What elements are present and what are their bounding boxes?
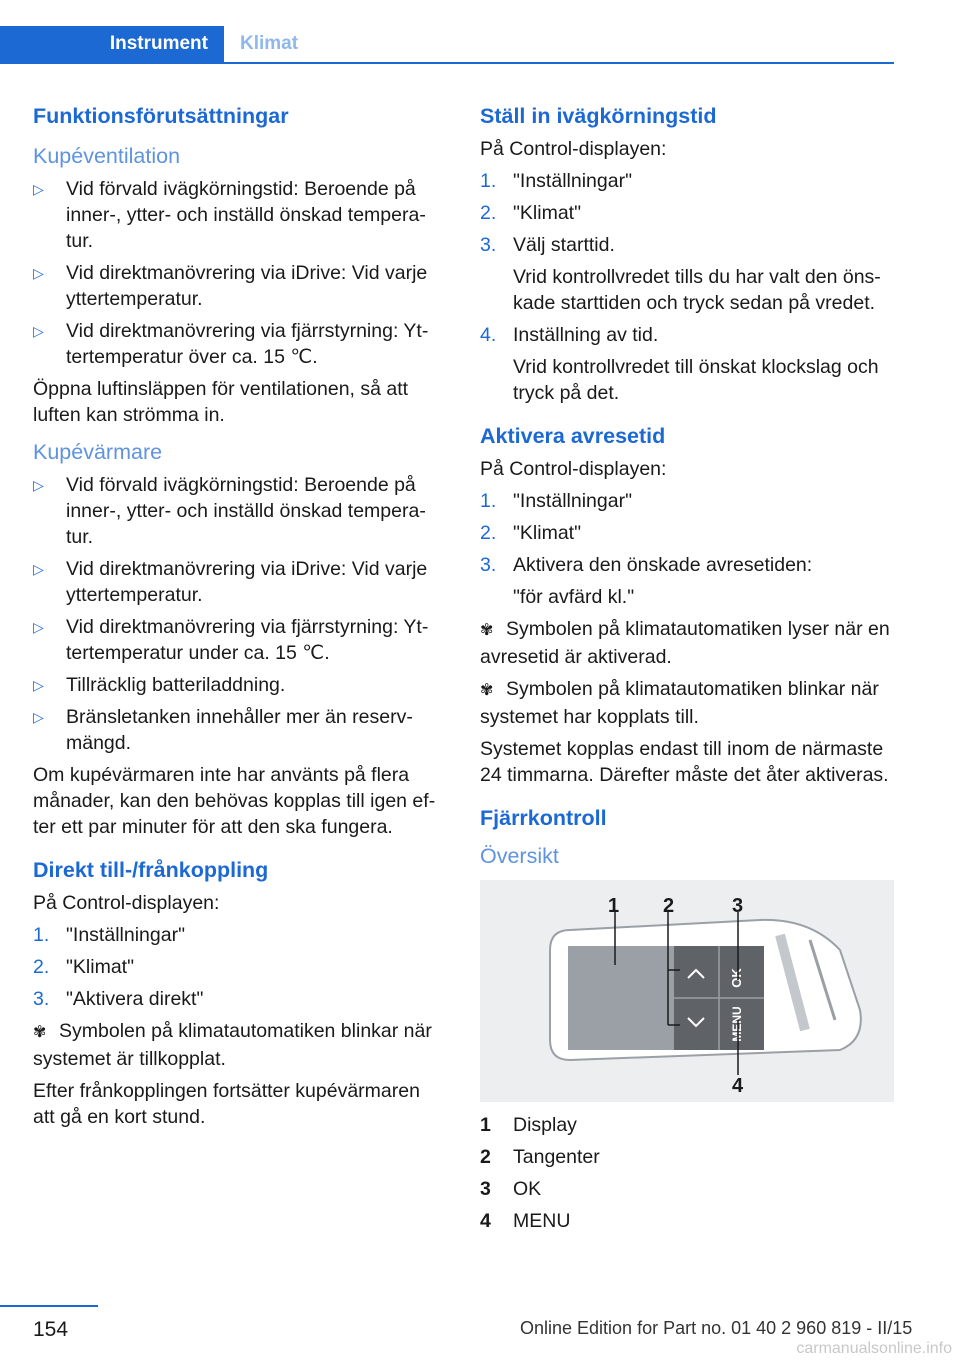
section-title: Funktionsförutsättningar (33, 104, 289, 128)
triangle-bullet-icon: ▷ (33, 677, 44, 693)
paragraph: Om kupévärmaren inte har använts på flera månader, kan den behövas kopplas till igen efter ett par minuter för att den ska fungera. (33, 764, 436, 838)
fan-icon: ✾ (33, 1024, 47, 1041)
footer-rule (0, 1305, 98, 1307)
paragraph: På Control-displayen: (480, 138, 667, 160)
callout-2: 2 (663, 895, 675, 917)
heading-aktivera: Aktivera avresetid (480, 424, 666, 448)
fan-icon: ✾ (480, 622, 494, 639)
page-number: 154 (33, 1318, 69, 1341)
legend-list (480, 1112, 890, 1234)
bullet-list (33, 176, 443, 370)
triangle-bullet-icon: ▷ (33, 181, 44, 197)
edition-note: Online Edition for Part no. 01 40 2 960 819 - II/15 (520, 1318, 913, 1338)
list-item: 3. Välj starttid. Vrid kontrollvredet tills du har valt den önskade starttiden och tryck sedan på vredet. (480, 234, 881, 314)
watermark: carmanualsonline.info (796, 1340, 952, 1357)
subheading-kupevarmare: Kupévärmare (33, 440, 163, 464)
right-column (480, 100, 890, 1240)
left-column (33, 100, 443, 1136)
list-item: ▷ Vid förvald ivägkörningstid: Beroende på inner-, ytter- och inställd önskad temperatur. (33, 178, 426, 252)
paragraph: På Control-displayen: (33, 892, 220, 914)
triangle-bullet-icon: ▷ (33, 709, 44, 725)
symbol-note: ✾ Symbolen på klimatautomatiken lyser när en avresetid är aktiverad. (480, 618, 890, 668)
list-item: ▷ Vid direktmanövrering via fjärrstyrning: Yttertemperatur under ca. 15 ℃. (33, 616, 429, 664)
fan-icon: ✾ (480, 682, 494, 699)
triangle-bullet-icon: ▷ (33, 619, 44, 635)
heading-direkt: Direkt till-/frånkoppling (33, 858, 269, 882)
bullet-list (33, 472, 443, 756)
list-item: 2. "Klimat" (480, 202, 582, 224)
list-item: 3. "Aktivera direkt" (33, 988, 204, 1010)
heading-fjarrkontroll: Fjärrkontroll (480, 806, 607, 830)
triangle-bullet-icon: ▷ (33, 477, 44, 493)
chapter-tabs (0, 26, 894, 64)
legend-item: 4 MENU (480, 1210, 571, 1232)
triangle-bullet-icon: ▷ (33, 561, 44, 577)
triangle-bullet-icon: ▷ (33, 323, 44, 339)
tab-instrument[interactable]: Instrument (0, 26, 224, 62)
paragraph: På Control-displayen: (480, 458, 667, 480)
legend-item: 1 Display (480, 1114, 577, 1136)
callout-1: 1 (608, 895, 620, 917)
paragraph: Öppna luftinsläppen för ventilationen, så att luften kan strömma in. (33, 378, 409, 426)
ok-key-label: OK (729, 968, 744, 988)
symbol-note: ✾ Symbolen på klimatautomatiken blinkar när systemet är tillkopplat. (33, 1020, 432, 1070)
list-item: ▷ Bränsletanken innehåller mer än reservmängd. (33, 706, 413, 754)
subheading-kupeventilation: Kupéventilation (33, 144, 181, 168)
subheading-oversikt: Översikt (480, 844, 559, 868)
paragraph: Efter frånkopplingen fortsätter kupévärmaren att gå en kort stund. (33, 1080, 420, 1128)
numbered-list (33, 922, 443, 1012)
list-item: 2. "Klimat" (480, 522, 582, 544)
list-item: 2. "Klimat" (33, 956, 135, 978)
legend-item: 2 Tangenter (480, 1146, 600, 1168)
list-item: 4. Inställning av tid. Vrid kontrollvredet till önskat klockslag och tryck på det. (480, 324, 879, 404)
legend-item: 3 OK (480, 1178, 542, 1200)
heading-stall-in: Ställ in ivägkörningstid (480, 104, 717, 128)
list-item: ▷ Tillräcklig batteriladdning. (33, 674, 286, 696)
list-item: 1. "Inställningar" (480, 490, 632, 512)
list-item: 1. "Inställningar" (480, 170, 632, 192)
display-area (568, 946, 674, 1050)
list-item: ▷ Vid direktmanövrering via fjärrstyrning: Yttertemperatur över ca. 15 ℃. (33, 320, 429, 368)
remote-key-drawing (480, 880, 894, 1102)
callout-3: 3 (732, 895, 744, 917)
list-item: ▷ Vid förvald ivägkörningstid: Beroende på inner-, ytter- och inställd önskad temperatur. (33, 474, 426, 548)
remote-key-illustration (480, 880, 894, 1102)
paragraph: Systemet kopplas endast till inom de närmaste 24 timmarna. Därefter måste det åter aktiveras. (480, 738, 889, 786)
numbered-list (480, 488, 890, 610)
triangle-bullet-icon: ▷ (33, 265, 44, 281)
list-item: ▷ Vid direktmanövrering via iDrive: Vid varje yttertemperatur. (33, 262, 428, 310)
list-item: ▷ Vid direktmanövrering via iDrive: Vid varje yttertemperatur. (33, 558, 428, 606)
tab-klimat[interactable]: Klimat (240, 33, 299, 54)
list-item: 3. Aktivera den önskade avresetiden: "för avfärd kl." (480, 554, 813, 608)
numbered-list (480, 168, 890, 406)
menu-key-label: MENU (730, 1006, 744, 1042)
list-item: 1. "Inställningar" (33, 924, 185, 946)
symbol-note: ✾ Symbolen på klimatautomatiken blinkar när systemet har kopplats till. (480, 678, 879, 728)
callout-4: 4 (732, 1075, 744, 1097)
